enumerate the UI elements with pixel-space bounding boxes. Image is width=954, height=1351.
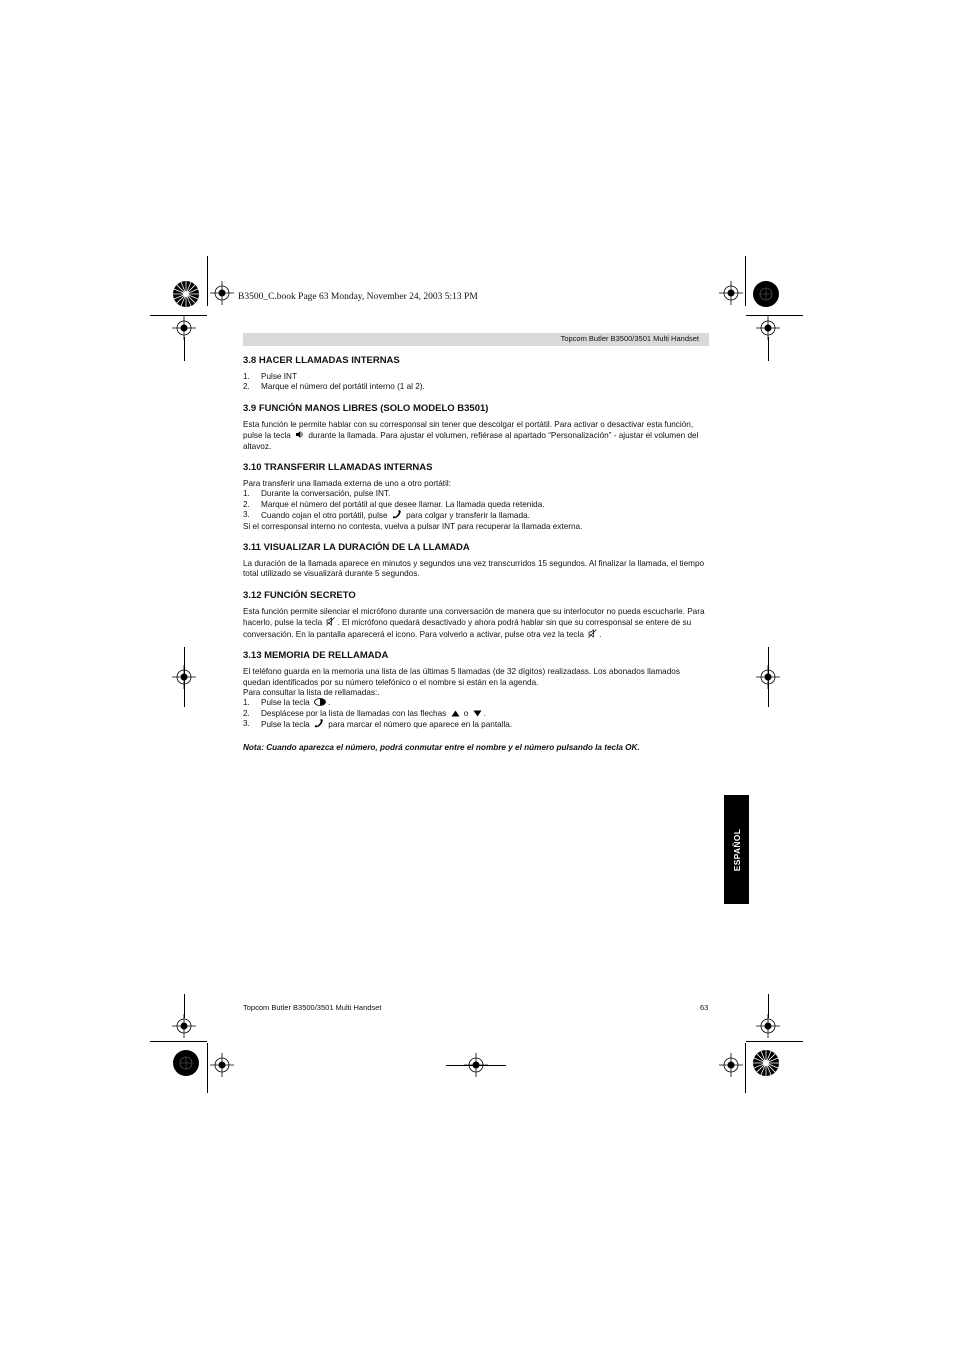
section-title: 3.10 TRANSFERIR LLAMADAS INTERNAS — [243, 462, 433, 474]
section-internal-calls — [243, 355, 709, 393]
mute-icon — [588, 629, 597, 638]
redial-icon — [314, 698, 326, 706]
registration-mark-icon — [756, 1014, 780, 1038]
registration-mark-icon — [719, 281, 743, 305]
list-item: 2. Desplácese por la lista de llamadas con las flechas o . — [243, 708, 486, 718]
paragraph: La duración de la llamada aparece en minutos y segundos una vez transcurridos 15 segundos. Al finalizar la llamada, el tiempo total utilizado se visualizará durante 5 segundos. — [243, 559, 705, 579]
list-item: 3. Pulse la tecla para marcar el número que aparece en la pantalla. — [243, 719, 513, 730]
list-item: 1. Pulse INT — [243, 372, 297, 381]
list-item: 2. Marque el número del portátil interno (1 al 2). — [243, 382, 425, 392]
list-item: 3. Cuando cojan el otro portátil, pulse para colgar y transferir la llamada. — [243, 510, 530, 521]
list-item: 1. Durante la conversación, pulse INT. — [243, 489, 391, 499]
phone-handset-icon — [392, 510, 402, 519]
speaker-icon — [295, 430, 304, 439]
target-mark-icon — [752, 280, 780, 308]
registration-mark-icon — [719, 1053, 743, 1077]
language-tab — [724, 795, 749, 904]
page-content — [243, 355, 709, 753]
section-title: 3.11 VISUALIZAR LA DURACIÓN DE LA LLAMADA — [243, 542, 470, 554]
mute-icon — [326, 617, 335, 626]
section-handsfree — [243, 403, 709, 452]
header-title: Topcom Butler B3500/3501 Multi Handset — [560, 334, 699, 343]
list-item: 2. Marque el número del portátil al que desee llamar. La llamada queda retenida. — [243, 499, 545, 509]
list-item: 1. Pulse la tecla . — [243, 698, 331, 708]
paragraph: Si el corresponsal interno no contesta, vuelva a pulsar INT para recuperar la llamada externa. — [243, 521, 583, 531]
target-mark-icon — [172, 1049, 200, 1077]
paragraph: Esta función le permite hablar con su corresponsal sin tener que descolgar el portátil. Para activar o desactivar esta función, pulse la tecla durante la llamada. Para ajustar el volumen, refiérase al apartado “Personalización” - ajustar el volumen del altavoz. — [243, 419, 699, 451]
paragraph: El teléfono guarda en la memoria una lista de las últimas 5 llamadas (de 32 dígitos) realizadass. Los abonados llamados quedan identificados por su número telefónico o el nombre si están en la agenda. — [243, 667, 680, 687]
paragraph: Esta función permite silenciar el micrófono durante una conversación de manera que su interlocutor no pueda escucharle. Para hacerlo, pulse la tecla . El micrófono quedará desactivado y ahora podrá hablar sin que su corresponsal se entere de su conversación. En la pantalla aparecerá el icono. Para volverlo a activar, pulse otra vez la tecla . — [243, 606, 705, 639]
print-stamp: B3500_C.book Page 63 Monday, November 24, 2003 5:13 PM — [238, 292, 478, 302]
arrow-up-icon — [451, 710, 460, 717]
paragraph: Para transferir una llamada externa de uno a otro portátil: — [243, 479, 451, 489]
section-transfer — [243, 462, 709, 532]
phone-handset-icon — [314, 719, 324, 728]
section-call-duration — [243, 542, 709, 580]
starburst-mark-icon — [172, 280, 200, 308]
section-title: 3.12 FUNCIÓN SECRETO — [243, 589, 356, 601]
section-title: 3.8 HACER LLAMADAS INTERNAS — [243, 355, 400, 366]
section-title: 3.9 FUNCIÓN MANOS LIBRES (SOLO MODELO B3501) — [243, 402, 489, 414]
section-title: 3.13 MEMORIA DE RELLAMADA — [243, 650, 389, 662]
registration-mark-icon — [210, 281, 234, 305]
section-redial — [243, 650, 709, 730]
page-header — [243, 333, 709, 346]
page-number: 63 — [700, 1003, 709, 1012]
starburst-mark-icon — [752, 1049, 780, 1077]
paragraph: Para consultar la lista de rellamadas:. — [243, 687, 380, 697]
section-secret — [243, 590, 709, 640]
language-tab-label: ESPAÑOL — [731, 828, 742, 871]
registration-mark-icon — [210, 1053, 234, 1077]
arrow-down-icon — [473, 710, 482, 717]
note: Nota: Cuando aparezca el número, podrá conmutar entre el nombre y el número pulsando la tecla OK. — [243, 742, 640, 752]
registration-mark-icon — [172, 1014, 196, 1038]
footer-title: Topcom Butler B3500/3501 Multi Handset — [243, 1003, 382, 1012]
